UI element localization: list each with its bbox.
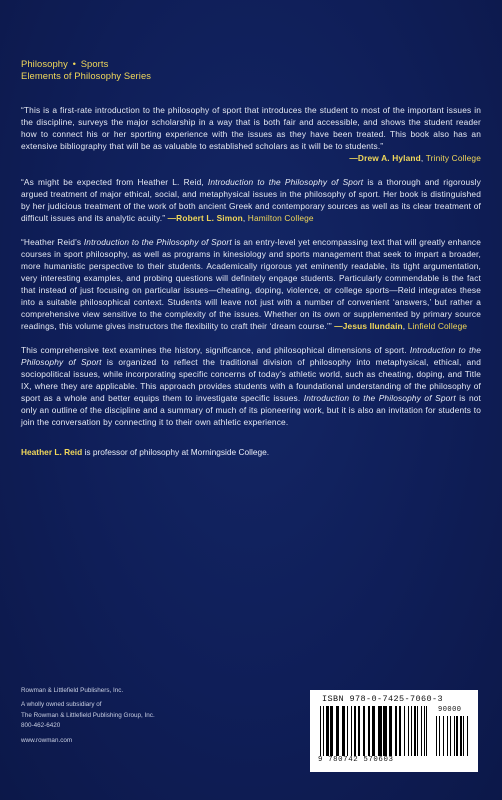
price-code: 90000 (438, 706, 462, 714)
barcode-bar (421, 706, 422, 756)
barcode-bar (456, 716, 457, 756)
attribution-institution: Hamilton College (247, 213, 314, 223)
attribution-dash: — (331, 321, 343, 331)
barcode-bar (351, 706, 352, 756)
attribution-separator: , (402, 321, 408, 331)
barcode-bar (358, 706, 360, 756)
attribution-separator: , (242, 213, 248, 223)
barcode-area (316, 706, 472, 764)
attribution-institution: Linfield College (407, 321, 468, 331)
barcode-bars (320, 706, 430, 756)
barcode-bar (372, 706, 375, 756)
barcode-bar (378, 706, 381, 756)
quote-text: “Heather Reid’s (21, 237, 84, 247)
author-description: is professor of philosophy at Morningside College. (82, 447, 270, 457)
description-text: is not only an outline of the discipline and a summary of much of its pioneering work, but it is also an invitation for students to join the conversation by connecting it to their own athletic experience. (21, 393, 481, 427)
barcode-bar (347, 706, 348, 756)
barcode-bar (443, 716, 444, 756)
publisher-info (21, 686, 155, 746)
barcode-bar (395, 706, 397, 756)
subject-separator: • (72, 58, 76, 69)
attribution-institution: Trinity College (425, 153, 481, 163)
barcode-bar (323, 706, 324, 756)
price-barcode-bars (436, 716, 470, 756)
barcode-bar (368, 706, 370, 756)
barcode-bar (404, 706, 405, 756)
barcode-bar (411, 706, 412, 756)
quote-text: is a thorough and rigorously argued treatment of major ethical, social, and metaphysical issues in the philosophy of sport. Her book is distinguished by her judicious treatment of the work of both ancient Greek and contemporary sources as well as its clear treatment of difficult issues and its analytic acuity.” (21, 177, 481, 223)
book-description (21, 344, 481, 428)
quote-attribution (21, 152, 481, 164)
endorsement-quote-2 (21, 176, 481, 224)
attribution-dash: — (165, 213, 177, 223)
barcode-bar (399, 706, 401, 756)
subject-sports: Sports (80, 58, 109, 69)
publisher-name: Rowman & Littlefield Publishers, Inc. (21, 687, 124, 694)
author-name: Heather L. Reid (21, 447, 83, 457)
barcode-bar (342, 706, 345, 756)
category-block (21, 58, 481, 82)
barcode-bar (354, 706, 356, 756)
barcode-bar (326, 706, 328, 756)
quote-text: “This is a first-rate introduction to the philosophy of sport that introduces the student to most of the important issues in the discipline, surveys the major scholarship in a way that is both fair and accessible, and shows the student reader how to connect his or her sporting experience with the issues as they have been treated. This book also has an extensive bibliography that will be as valuable to established scholars as it will be to students.” (21, 105, 481, 151)
book-title: Introduction to the Philosophy of Sport (303, 393, 456, 403)
barcode-bar (417, 706, 418, 756)
barcode-bar (389, 706, 392, 756)
barcode-bar (363, 706, 365, 756)
description-text: is organized to reflect the traditional division of philosophy into metaphysical, ethical, and sociopolitical issues, while incorporating specific concerns of today’s athletic world, such as cheating, doping, and Title IX, where they are applicable. This approach provides students with a foundational understanding of the philosophy of sport as a whole and better equips them to investigate specific issues. (21, 357, 482, 403)
subject-philosophy: Philosophy (21, 58, 68, 69)
barcode-bar (463, 716, 464, 756)
publisher-website: www.rowman.com (21, 736, 73, 744)
book-title: Introduction to the Philosophy of Sport (21, 345, 481, 367)
barcode-bar (330, 706, 332, 756)
description-text: This comprehensive text examines the history, significance, and philosophical dimensions of sport. (21, 345, 410, 355)
endorsement-quote-1 (21, 104, 481, 164)
author-bio (21, 446, 481, 458)
barcode-bar (436, 716, 437, 756)
quote-text: “As might be expected from Heather L. Reid, (21, 177, 208, 187)
attribution-separator: , (420, 153, 426, 163)
isbn-barcode (310, 690, 478, 772)
barcode-bar (460, 716, 461, 756)
barcode-bar (467, 716, 468, 756)
publisher-phone: 800-462-6420 (21, 722, 61, 730)
barcode-bar (383, 706, 386, 756)
subject-line (21, 58, 481, 70)
book-title: Introduction to the Philosophy of Sport (207, 177, 364, 187)
barcode-bar (426, 706, 427, 756)
barcode-bar (408, 706, 409, 756)
attribution-name: Drew A. Hyland (357, 153, 421, 163)
barcode-bar (336, 706, 339, 756)
ean-number: 9 780742 570603 (318, 756, 394, 764)
series-name: Elements of Philosophy Series (21, 70, 152, 81)
publisher-group: The Rowman & Littlefield Publishing Group, Inc. (21, 711, 155, 719)
quote-text: is an entry-level yet encompassing text that will greatly enhance courses in sport philosophy, as well as programs in kinesiology and sports management that seek to impart a broader, more humanistic perspective to their students. Academically rigorous yet eminently readable, its tight argumentation, very interesting examples, and probing questions will definitely engage students. Particularly commendable is the fact that instead of just focusing on particular issues—cheating, doping, violence, or college sports—Reid integrates these into a suitable philosophical context. Students will leave not just with a number of convenient ‘answers,’ but rather a comprehensive view sensitive to the complexity of the issues. Whether on its own or supplemented by primary source readings, this volume gives instructors the flexibility to craft their ‘dream course.’” (21, 237, 481, 331)
barcode-bar (414, 706, 415, 756)
barcode-bar (447, 716, 448, 756)
book-title: Introduction to the Philosophy of Sport (83, 237, 232, 247)
barcode-bar (439, 716, 440, 756)
attribution-name: Jesus Ilundain (342, 321, 403, 331)
isbn-number: ISBN 978-0-7425-7060-3 (322, 694, 444, 704)
attribution-dash: — (349, 153, 358, 163)
attribution-name: Robert L. Simon (176, 213, 243, 223)
barcode-bar (424, 706, 425, 756)
barcode-bar (450, 716, 451, 756)
publisher-subsidiary: A wholly owned subsidiary of (21, 701, 102, 709)
endorsement-quote-3 (21, 236, 481, 332)
barcode-bar (454, 716, 455, 756)
barcode-bar (320, 706, 321, 756)
